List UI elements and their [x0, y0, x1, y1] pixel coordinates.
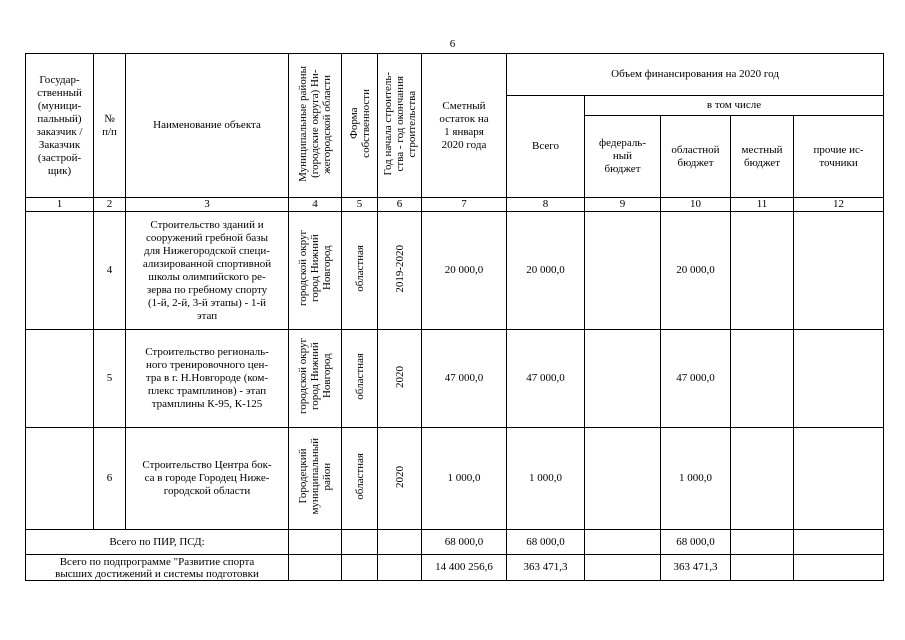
remaining-cell: 1 000,0	[422, 428, 507, 530]
column-number: 5	[342, 198, 378, 212]
header-object-name: Наименование объекта	[126, 54, 289, 198]
summary-remaining: 14 400 256,6	[422, 555, 507, 581]
column-number: 9	[585, 198, 661, 212]
empty-cell	[289, 530, 342, 555]
header-regional: областной бюджет	[661, 116, 731, 198]
column-number: 6	[378, 198, 422, 212]
summary-regional: 68 000,0	[661, 530, 731, 555]
summary-regional: 363 471,3	[661, 555, 731, 581]
total-cell: 1 000,0	[507, 428, 585, 530]
header-years: Год начала строитель- ства - год окончания строительства	[378, 54, 422, 198]
column-number: 10	[661, 198, 731, 212]
row-number: 6	[94, 428, 126, 530]
ownership-cell: областная	[342, 212, 378, 330]
header-total: Всего	[507, 96, 585, 198]
ownership-cell: областная	[342, 428, 378, 530]
column-number: 4	[289, 198, 342, 212]
header-customer: Государ- ственный (муници- пальный) заказчик / Заказчик (застрой- щик)	[26, 54, 94, 198]
column-number: 11	[731, 198, 794, 212]
regional-cell: 20 000,0	[661, 212, 731, 330]
column-number: 2	[94, 198, 126, 212]
years-cell: 2020	[378, 428, 422, 530]
empty-cell	[731, 530, 794, 555]
local-cell	[731, 212, 794, 330]
column-number: 12	[794, 198, 884, 212]
years-cell: 2019-2020	[378, 212, 422, 330]
summary-total: 363 471,3	[507, 555, 585, 581]
empty-cell	[342, 555, 378, 581]
object-name: Строительство зданий и сооружений гребной базы для Нижегородской специ- ализированной спортивной школы олимпийского ре- зерва по гребному спорту (1-й, 2-й, 3-й этапы) - 1-й этап	[126, 212, 289, 330]
regional-cell: 47 000,0	[661, 330, 731, 428]
summary-label: Всего по ПИР, ПСД:	[26, 530, 289, 555]
empty-cell	[794, 555, 884, 581]
header-municipality: Муниципальные районы (городские округа) Ни- жегородской области	[289, 54, 342, 198]
summary-total: 68 000,0	[507, 530, 585, 555]
column-number-row	[26, 198, 884, 212]
header-remaining: Сметный остаток на 1 января 2020 года	[422, 54, 507, 198]
federal-cell	[585, 428, 661, 530]
empty-cell	[378, 530, 422, 555]
table-row	[26, 330, 884, 428]
summary-label: Всего по подпрограмме "Развитие спорта высших достижений и системы подготовки	[26, 555, 289, 581]
ownership-cell: областная	[342, 330, 378, 428]
page-number: 6	[449, 38, 456, 50]
column-number: 7	[422, 198, 507, 212]
years-cell: 2020	[378, 330, 422, 428]
header-including: в том числе	[585, 96, 884, 116]
table-row	[26, 428, 884, 530]
municipality-cell: городской округ город Нижний Новгород	[289, 330, 342, 428]
summary-row	[26, 530, 884, 555]
header-federal: федераль- ный бюджет	[585, 116, 661, 198]
other-cell	[794, 428, 884, 530]
summary-row	[26, 555, 884, 581]
object-name: Строительство региональ- ного тренировочного цен- тра в г. Н.Новгороде (ком- плекс трамплинов) - этап трамплины К-95, К-125	[126, 330, 289, 428]
customer-cell	[26, 330, 94, 428]
empty-cell	[342, 530, 378, 555]
row-number: 4	[94, 212, 126, 330]
remaining-cell: 47 000,0	[422, 330, 507, 428]
empty-cell	[378, 555, 422, 581]
header-other: прочие ис- точники	[794, 116, 884, 198]
row-number: 5	[94, 330, 126, 428]
object-name: Строительство Центра бок- са в городе Городец Ниже- городской области	[126, 428, 289, 530]
header-local: местный бюджет	[731, 116, 794, 198]
customer-cell	[26, 428, 94, 530]
local-cell	[731, 428, 794, 530]
empty-cell	[585, 530, 661, 555]
municipality-cell: городской округ город Нижний Новгород	[289, 212, 342, 330]
empty-cell	[289, 555, 342, 581]
regional-cell: 1 000,0	[661, 428, 731, 530]
municipality-cell: Городецкий муниципальный район	[289, 428, 342, 530]
total-cell: 20 000,0	[507, 212, 585, 330]
header-ownership: Форма собственности	[342, 54, 378, 198]
local-cell	[731, 330, 794, 428]
header-funding: Объем финансирования на 2020 год	[507, 54, 884, 96]
federal-cell	[585, 330, 661, 428]
other-cell	[794, 330, 884, 428]
column-number: 3	[126, 198, 289, 212]
remaining-cell: 20 000,0	[422, 212, 507, 330]
federal-cell	[585, 212, 661, 330]
funding-table	[25, 53, 884, 581]
empty-cell	[794, 530, 884, 555]
empty-cell	[731, 555, 794, 581]
header-num: № п/п	[94, 54, 126, 198]
empty-cell	[585, 555, 661, 581]
column-number: 8	[507, 198, 585, 212]
table-row	[26, 212, 884, 330]
summary-remaining: 68 000,0	[422, 530, 507, 555]
column-number: 1	[26, 198, 94, 212]
other-cell	[794, 212, 884, 330]
total-cell: 47 000,0	[507, 330, 585, 428]
customer-cell	[26, 212, 94, 330]
